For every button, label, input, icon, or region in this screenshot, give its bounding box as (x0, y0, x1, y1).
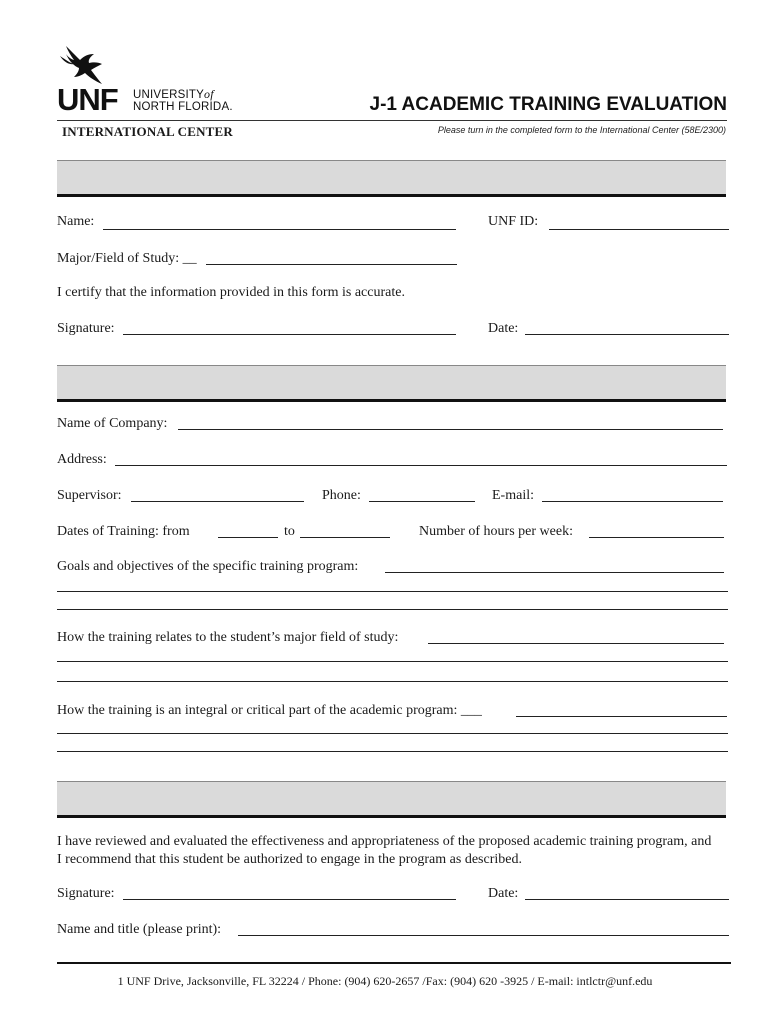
address-field[interactable] (115, 465, 727, 466)
email-label: E-mail: (492, 488, 534, 503)
phone-label: Phone: (322, 488, 361, 503)
unf-logo-mark: UNF (57, 82, 118, 117)
footer-rule (57, 962, 731, 964)
submission-instruction: Please turn in the completed form to the International Center (58E/2300) (437, 125, 726, 135)
date-from-field[interactable] (218, 537, 278, 538)
relates-field-line-2[interactable] (57, 661, 728, 662)
advisor-date-field[interactable] (525, 899, 729, 900)
advisor-date-label: Date: (488, 886, 519, 901)
student-date-label: Date: (488, 321, 519, 336)
unf-id-label: UNF ID: (488, 214, 539, 229)
company-label: Name of Company: (57, 416, 168, 431)
name-field[interactable] (103, 229, 456, 230)
dates-from-label: Dates of Training: from (57, 524, 190, 539)
integral-field-line-1[interactable] (516, 716, 727, 717)
name-title-field[interactable] (238, 935, 729, 936)
student-date-field[interactable] (525, 334, 729, 335)
name-label: Name: (57, 214, 95, 229)
section-band-advisor (57, 781, 726, 818)
dates-to-label: to (284, 524, 295, 539)
supervisor-field[interactable] (131, 501, 304, 502)
header-rule (57, 120, 727, 121)
goals-field-line-2[interactable] (57, 591, 728, 592)
department-name: INTERNATIONAL CENTER (62, 124, 233, 139)
footer-contact: 1 UNF Drive, Jacksonville, FL 32224 / Phone: (904) 620-2657 /Fax: (904) 620 -3925 / E-mail: intlctr@unf.edu (117, 974, 653, 988)
osprey-logo-icon (58, 44, 108, 86)
goals-label: Goals and objectives of the specific training program: (57, 559, 359, 574)
hours-field[interactable] (589, 537, 724, 538)
address-label: Address: (57, 452, 107, 467)
logo-university-line: UNIVERSITYof (133, 87, 214, 101)
advisor-signature-label: Signature: (57, 886, 115, 901)
goals-field-line-1[interactable] (385, 572, 724, 573)
section-band-training (57, 365, 726, 402)
hours-label: Number of hours per week: (419, 524, 573, 539)
advisor-statement: I have reviewed and evaluated the effectiveness and appropriateness of the proposed academic training program, and I recommend that this student be authorized to engage in the program as described. (57, 834, 712, 867)
section-band-student (57, 160, 726, 197)
logo-north-florida-line: NORTH FLORIDA. (133, 101, 233, 113)
major-label: Major/Field of Study: __ (57, 251, 197, 266)
major-field[interactable] (206, 264, 457, 265)
advisor-signature-field[interactable] (123, 899, 456, 900)
phone-field[interactable] (369, 501, 475, 502)
student-signature-label: Signature: (57, 321, 115, 336)
relates-label: How the training relates to the student’s major field of study: (57, 630, 399, 645)
email-field[interactable] (542, 501, 723, 502)
goals-field-line-3[interactable] (57, 609, 728, 610)
relates-field-line-3[interactable] (57, 681, 728, 682)
integral-label: How the training is an integral or critical part of the academic program: ___ (57, 703, 482, 718)
relates-field-line-1[interactable] (428, 643, 724, 644)
unf-id-field[interactable] (549, 229, 729, 230)
supervisor-label: Supervisor: (57, 488, 122, 503)
form-title: J-1 ACADEMIC TRAINING EVALUATION (369, 94, 727, 115)
company-field[interactable] (178, 429, 723, 430)
integral-field-line-2[interactable] (57, 733, 728, 734)
date-to-field[interactable] (300, 537, 390, 538)
certify-statement: I certify that the information provided in this form is accurate. (57, 285, 405, 300)
name-title-label: Name and title (please print): (57, 922, 222, 937)
student-signature-field[interactable] (123, 334, 456, 335)
integral-field-line-3[interactable] (57, 751, 728, 752)
